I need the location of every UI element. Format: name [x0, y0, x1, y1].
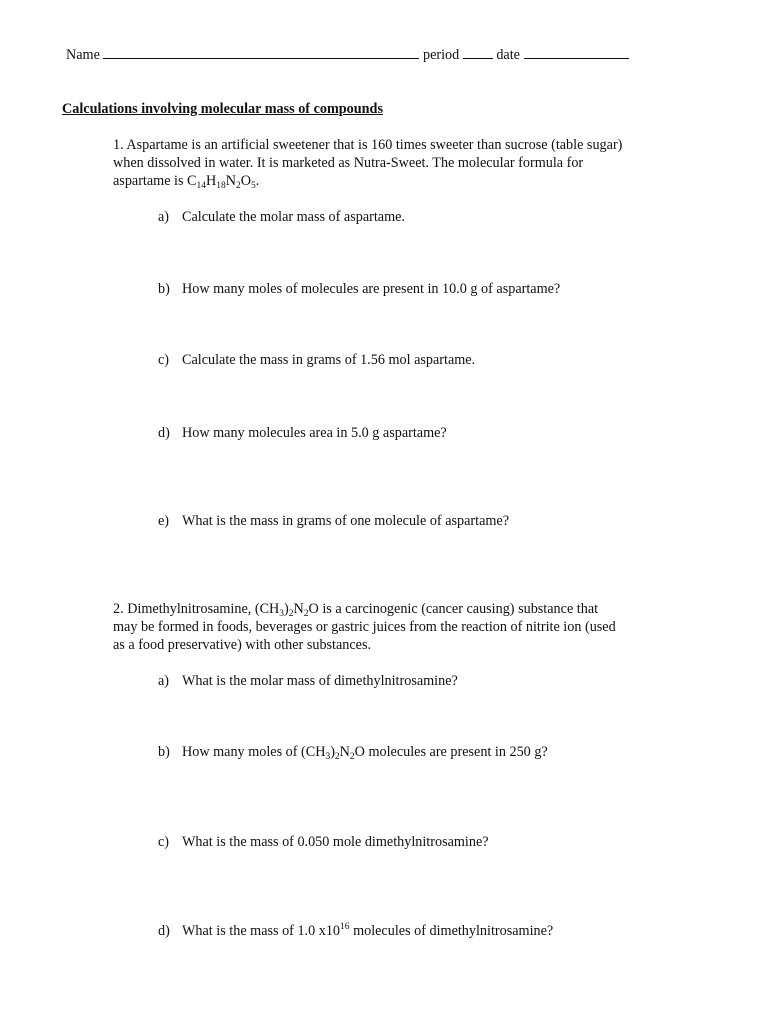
q2-line-2: may be formed in foods, beverages or gastric juices from the reaction of nitrite ion (used — [113, 619, 616, 635]
q1-part-d-text: How many molecules area in 5.0 g aspartame? — [182, 425, 447, 441]
period-blank[interactable] — [463, 46, 493, 59]
page-title: Calculations involving molecular mass of compounds — [62, 101, 383, 117]
period-label: period — [422, 47, 460, 63]
q2-part-b-suffix: O molecules are present in 250 g? — [354, 744, 548, 760]
q1-part-b-label: b) — [158, 281, 170, 297]
q1-part-a — [158, 208, 405, 226]
q2-part-b-label: b) — [158, 744, 170, 760]
q2-sub-3: 2 — [303, 609, 309, 619]
name-blank[interactable] — [103, 46, 419, 59]
q2-part-b-prefix: How many moles of (CH — [182, 744, 326, 760]
q2-line-1-suffix: O is a carcinogenic (cancer causing) substance that — [308, 601, 599, 617]
q1-formula-prefix: aspartame is C — [113, 173, 197, 189]
q1-part-a-label: a) — [158, 209, 170, 225]
q2-part-d-label: d) — [158, 923, 170, 939]
q2-part-c-label: c) — [158, 834, 170, 850]
q2-line-3: as a food preservative) with other substances. — [113, 637, 372, 653]
q1-sub-c: 14 — [196, 181, 207, 191]
q1-part-b — [158, 280, 560, 298]
date-label: date — [496, 47, 520, 63]
q2-b-sub-2: 2 — [334, 752, 340, 762]
q2-part-d-prefix: What is the mass of 1.0 x10 — [182, 923, 341, 939]
q1-line-3 — [113, 172, 259, 190]
q1-sub-h: 18 — [216, 181, 226, 191]
q2-mid-2: N — [293, 601, 304, 617]
q1-part-a-text: Calculate the molar mass of aspartame. — [182, 209, 405, 225]
q2-mid-1: ) — [284, 601, 289, 617]
q2-part-d — [158, 922, 553, 940]
q2-line-1 — [113, 600, 598, 618]
q1-part-e-label: e) — [158, 513, 170, 529]
q2-b-sub-3: 2 — [349, 752, 355, 762]
q2-sub-1: 3 — [279, 609, 285, 619]
q1-part-e-text: What is the mass in grams of one molecule of aspartame? — [182, 513, 509, 529]
q2-b-sub-1: 3 — [325, 752, 331, 762]
q2-part-a — [158, 672, 458, 690]
q2-part-c-text: What is the mass of 0.050 mole dimethylnitrosamine? — [182, 834, 489, 850]
q2-b-mid-1: ) — [330, 744, 335, 760]
q1-period: . — [255, 173, 260, 189]
q1-sub-o: 5 — [251, 181, 256, 191]
q2-b-mid-2: N — [339, 744, 350, 760]
q2-part-c — [158, 833, 489, 851]
q2-part-a-label: a) — [158, 673, 170, 689]
q1-part-c-label: c) — [158, 352, 170, 368]
q2-part-a-text: What is the molar mass of dimethylnitrosamine? — [182, 673, 458, 689]
q2-sub-2: 2 — [288, 609, 294, 619]
header-line — [66, 46, 629, 64]
q1-el-n: N — [225, 173, 237, 189]
q2-part-d-suffix: molecules of dimethylnitrosamine? — [349, 923, 554, 939]
q1-part-e — [158, 512, 509, 530]
q1-part-b-text: How many moles of molecules are present in 10.0 g of aspartame? — [182, 281, 561, 297]
q1-line-2: when dissolved in water. It is marketed as Nutra-Sweet. The molecular formula for — [113, 155, 584, 171]
q2-d-exponent: 16 — [340, 922, 350, 932]
q2-part-b — [158, 743, 548, 761]
q1-el-o: O — [240, 173, 252, 189]
q1-part-c-text: Calculate the mass in grams of 1.56 mol aspartame. — [182, 352, 476, 368]
q1-el-h: H — [206, 173, 217, 189]
q2-line-1-prefix: 2. Dimethylnitrosamine, (CH — [113, 601, 280, 617]
q1-line-1: 1. Aspartame is an artificial sweetener that is 160 times sweeter than sucrose (table sugar) — [113, 137, 623, 153]
q1-sub-n: 2 — [236, 181, 241, 191]
q1-part-d — [158, 424, 447, 442]
q1-part-d-label: d) — [158, 425, 170, 441]
date-blank[interactable] — [524, 46, 629, 59]
name-label: Name — [66, 47, 100, 63]
q1-part-c — [158, 351, 475, 369]
